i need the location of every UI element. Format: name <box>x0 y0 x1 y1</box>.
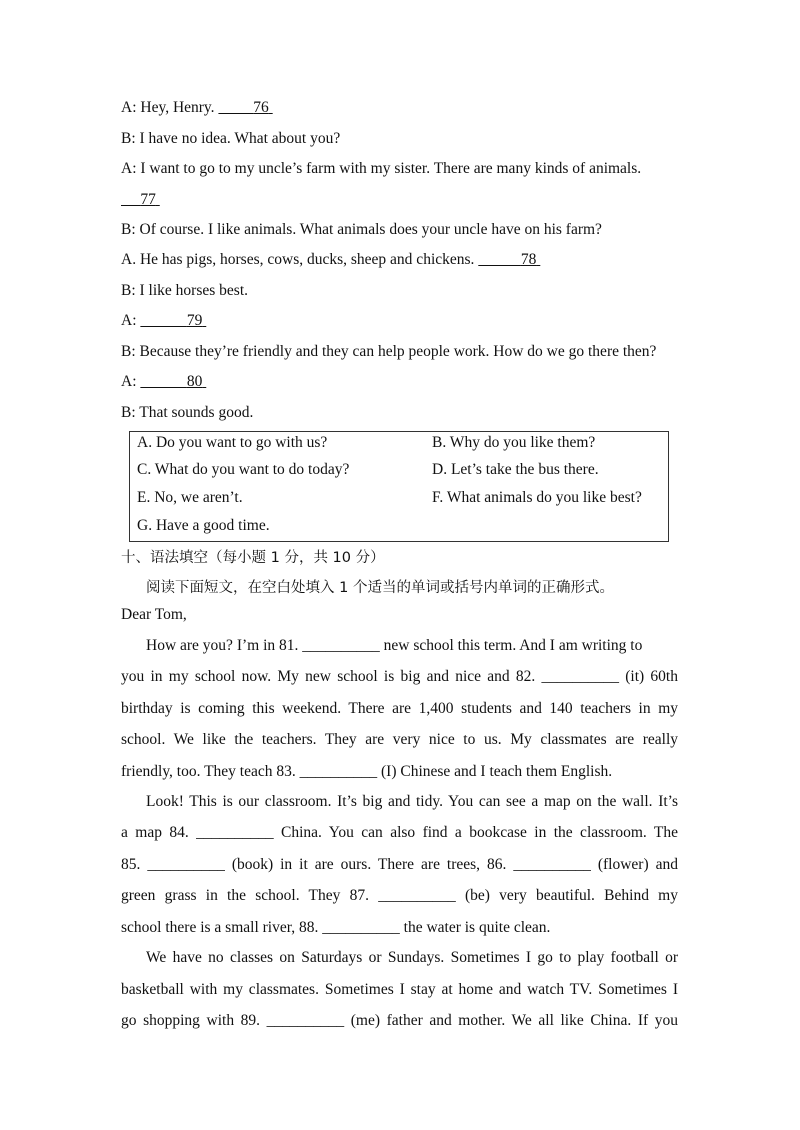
answer-blank-78: 78 <box>520 251 537 268</box>
option-c: C. What do you want to do today? <box>137 461 350 478</box>
dialogue-text: B: I have no idea. What about you? <box>121 130 341 147</box>
passage-line-6: Look! This is our classroom. It’s big and tidy. You can see a map on the wall. It’s <box>146 793 678 810</box>
options-box <box>129 431 669 542</box>
dialogue-text: B: Of course. I like animals. What animals does your uncle have on his farm? <box>121 221 602 238</box>
passage-line-1: How are you? I’m in 81. __________ new school this term. And I am writing to <box>146 637 643 654</box>
passage-line-3: birthday is coming this weekend. There are 1,400 students and 140 teachers in my <box>121 700 678 717</box>
section-title: 十、语法填空（每小题 1 分，共 10 分） <box>121 550 385 566</box>
option-d: D. Let’s take the bus there. <box>432 461 599 478</box>
passage-line-4: school. We like the teachers. They are very nice to us. My classmates are really <box>121 731 678 748</box>
passage-line-10: school there is a small river, 88. __________ the water is quite clean. <box>121 919 551 936</box>
option-e: E. No, we aren’t. <box>137 489 243 506</box>
option-f: F. What animals do you like best? <box>432 489 642 506</box>
dialogue-text: A: <box>121 312 141 329</box>
dialogue-line-11 <box>121 404 253 422</box>
answer-blank-77: 77 <box>140 191 156 208</box>
dialogue-line-1 <box>121 99 273 117</box>
dialogue-text: A. He has pigs, horses, cows, ducks, sheep and chickens. <box>121 251 479 268</box>
passage-line-12: basketball with my classmates. Sometimes I stay at home and watch TV. Sometimes I <box>121 981 678 998</box>
dialogue-text: B: I like horses best. <box>121 282 248 299</box>
section-instruction: 阅读下面短文，在空白处填入 1 个适当的单词或括号内单词的正确形式。 <box>146 580 614 596</box>
dialogue-line-6 <box>121 251 540 269</box>
dialogue-text: B: Because they’re friendly and they can help people work. How do we go there then? <box>121 343 657 360</box>
passage-line-5: friendly, too. They teach 83. __________ (I) Chinese and I teach them English. <box>121 763 613 780</box>
passage-line-13: go shopping with 89. __________ (me) father and mother. We all like China. If you <box>121 1012 678 1029</box>
dialogue-line-3 <box>121 160 641 178</box>
passage-line-11: We have no classes on Saturdays or Sundays. Sometimes I go to play football or <box>146 949 678 966</box>
dialogue-line-4 <box>121 191 160 209</box>
dialogue-line-8 <box>121 312 206 330</box>
passage-line-2: you in my school now. My new school is big and nice and 82. __________ (it) 60th <box>121 668 678 685</box>
dialogue-text: A: Hey, Henry. <box>121 99 219 116</box>
answer-blank-80: 80 <box>186 373 203 390</box>
dialogue-line-5 <box>121 221 602 239</box>
answer-blank-76: 76 <box>253 99 269 116</box>
dialogue-line-2 <box>121 130 340 148</box>
passage-line-8: 85. __________ (book) in it are ours. There are trees, 86. __________ (flower) and <box>121 856 678 873</box>
option-a: A. Do you want to go with us? <box>137 434 328 451</box>
answer-blank-79: 79 <box>186 312 203 329</box>
dialogue-text: B: That sounds good. <box>121 404 254 421</box>
dialogue-text: A: <box>121 373 141 390</box>
option-g: G. Have a good time. <box>137 517 270 534</box>
dialogue-line-10 <box>121 373 206 391</box>
letter-salutation: Dear Tom, <box>121 606 187 623</box>
passage-line-9: green grass in the school. They 87. __________ (be) very beautiful. Behind my <box>121 887 678 904</box>
option-b: B. Why do you like them? <box>432 434 596 451</box>
dialogue-line-7 <box>121 282 248 300</box>
passage-line-7: a map 84. __________ China. You can also find a bookcase in the classroom. The <box>121 824 678 841</box>
dialogue-text: A: I want to go to my uncle’s farm with my sister. There are many kinds of animals. <box>121 160 642 177</box>
dialogue-line-9 <box>121 343 656 361</box>
